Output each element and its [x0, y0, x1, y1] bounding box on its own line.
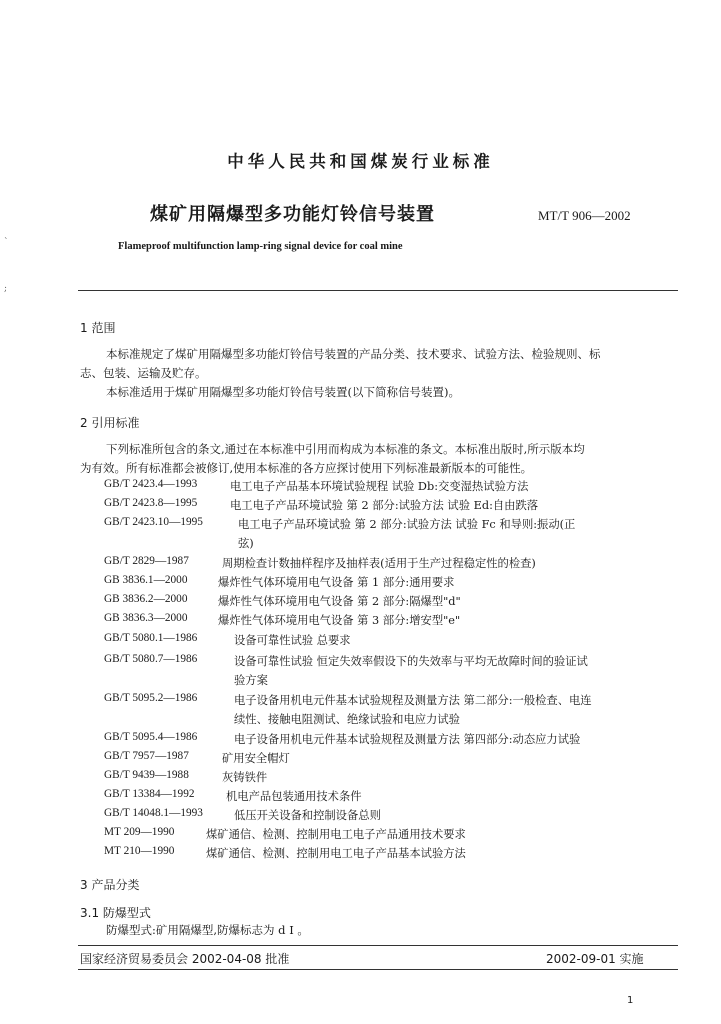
- section-3-heading: 3 产品分类: [80, 878, 140, 892]
- section-1-heading: 1 范围: [80, 321, 116, 335]
- reference-code: GB/T 5080.7—1986: [104, 653, 198, 665]
- reference-title: 爆炸性气体环境用电气设备 第 3 部分:增安型"e": [218, 614, 461, 627]
- reference-title-continuation: 弦): [238, 537, 254, 550]
- reference-code: GB 3836.2—2000: [104, 593, 188, 605]
- effective-date: 2002-09-01 实施: [546, 952, 644, 966]
- reference-code: MT 209—1990: [104, 826, 175, 838]
- reference-title: 电工电子产品环境试验 第 2 部分:试验方法 试验 Fc 和导则:振动(正: [238, 518, 576, 531]
- section-2-intro-line: 为有效。所有标准都会被修订,使用本标准的各方应探讨使用下列标准最新版本的可能性。: [80, 461, 533, 475]
- scan-margin-mark: ;: [4, 284, 8, 294]
- reference-title: 爆炸性气体环境用电气设备 第 2 部分:隔爆型"d": [218, 595, 461, 608]
- reference-code: GB/T 9439—1988: [104, 769, 189, 781]
- page-number: 1: [627, 995, 634, 1006]
- reference-title: 低压开关设备和控制设备总则: [234, 809, 381, 822]
- reference-code: GB/T 2423.8—1995: [104, 497, 198, 509]
- reference-title: 机电产品包装通用技术条件: [226, 790, 362, 803]
- reference-title: 灰铸铁件: [222, 771, 268, 784]
- reference-title: 煤矿通信、检测、控制用电工电子产品通用技术要求: [206, 828, 466, 841]
- reference-title: 煤矿通信、检测、控制用电工电子产品基本试验方法: [206, 847, 466, 860]
- reference-code: GB 3836.3—2000: [104, 612, 188, 624]
- section-3-1-text: 防爆型式:矿用隔爆型,防爆标志为 d I 。: [106, 923, 309, 937]
- reference-code: GB/T 5080.1—1986: [104, 632, 198, 644]
- standard-series-title: 中华人民共和国煤炭行业标准: [227, 152, 494, 171]
- reference-title-continuation: 续性、接触电阻测试、绝缘试验和电应力试验: [234, 713, 460, 726]
- document-title-cn: 煤矿用隔爆型多功能灯铃信号装置: [150, 204, 435, 225]
- reference-code: GB/T 14048.1—1993: [104, 807, 203, 819]
- reference-code: MT 210—1990: [104, 845, 175, 857]
- section-1-paragraph-line: 本标准规定了煤矿用隔爆型多功能灯铃信号装置的产品分类、技术要求、试验方法、检验规则、标: [106, 347, 601, 361]
- reference-code: GB/T 5095.4—1986: [104, 731, 198, 743]
- reference-title: 电子设备用机电元件基本试验规程及测量方法 第四部分:动态应力试验: [234, 733, 581, 746]
- reference-code: GB/T 2423.10—1995: [104, 516, 203, 528]
- scan-margin-mark: `: [4, 238, 9, 248]
- reference-title: 电工电子产品环境试验 第 2 部分:试验方法 试验 Ed:自由跌落: [230, 499, 539, 512]
- section-1-paragraph-line: 志、包装、运输及贮存。: [80, 366, 207, 380]
- reference-code: GB/T 5095.2—1986: [104, 692, 198, 704]
- section-2-heading: 2 引用标准: [80, 416, 140, 430]
- section-3-1-heading: 3.1 防爆型式: [80, 906, 151, 920]
- reference-code: GB/T 2829—1987: [104, 555, 189, 567]
- footer-rule: [78, 945, 678, 946]
- section-1-scope-paragraph: 本标准适用于煤矿用隔爆型多功能灯铃信号装置(以下简称信号装置)。: [106, 385, 460, 399]
- reference-title: 电子设备用机电元件基本试验规程及测量方法 第二部分:一般检查、电连: [234, 694, 592, 707]
- reference-title: 矿用安全帽灯: [222, 752, 290, 765]
- standard-code: MT/T 906—2002: [538, 208, 631, 223]
- reference-title: 周期检查计数抽样程序及抽样表(适用于生产过程稳定性的检查): [222, 557, 536, 570]
- reference-code: GB/T 13384—1992: [104, 788, 195, 800]
- footer-bottom-rule: [78, 969, 678, 970]
- reference-code: GB/T 2423.4—1993: [104, 478, 198, 490]
- section-2-intro-line: 下列标准所包含的条文,通过在本标准中引用而构成为本标准的条文。本标准出版时,所示版本均: [106, 442, 585, 456]
- reference-code: GB 3836.1—2000: [104, 574, 188, 586]
- reference-title: 电工电子产品基本环境试验规程 试验 Db:交变湿热试验方法: [230, 480, 529, 493]
- reference-title: 爆炸性气体环境用电气设备 第 1 部分:通用要求: [218, 576, 455, 589]
- reference-title-continuation: 验方案: [234, 674, 268, 687]
- reference-code: GB/T 7957—1987: [104, 750, 189, 762]
- document-title-en: Flameproof multifunction lamp-ring signal device for coal mine: [118, 241, 403, 252]
- reference-title: 设备可靠性试验 恒定失效率假设下的失效率与平均无故障时间的验证试: [234, 655, 588, 668]
- reference-title: 设备可靠性试验 总要求: [234, 634, 351, 647]
- approval-issuer: 国家经济贸易委员会 2002-04-08 批准: [80, 952, 290, 966]
- header-rule: [78, 290, 678, 291]
